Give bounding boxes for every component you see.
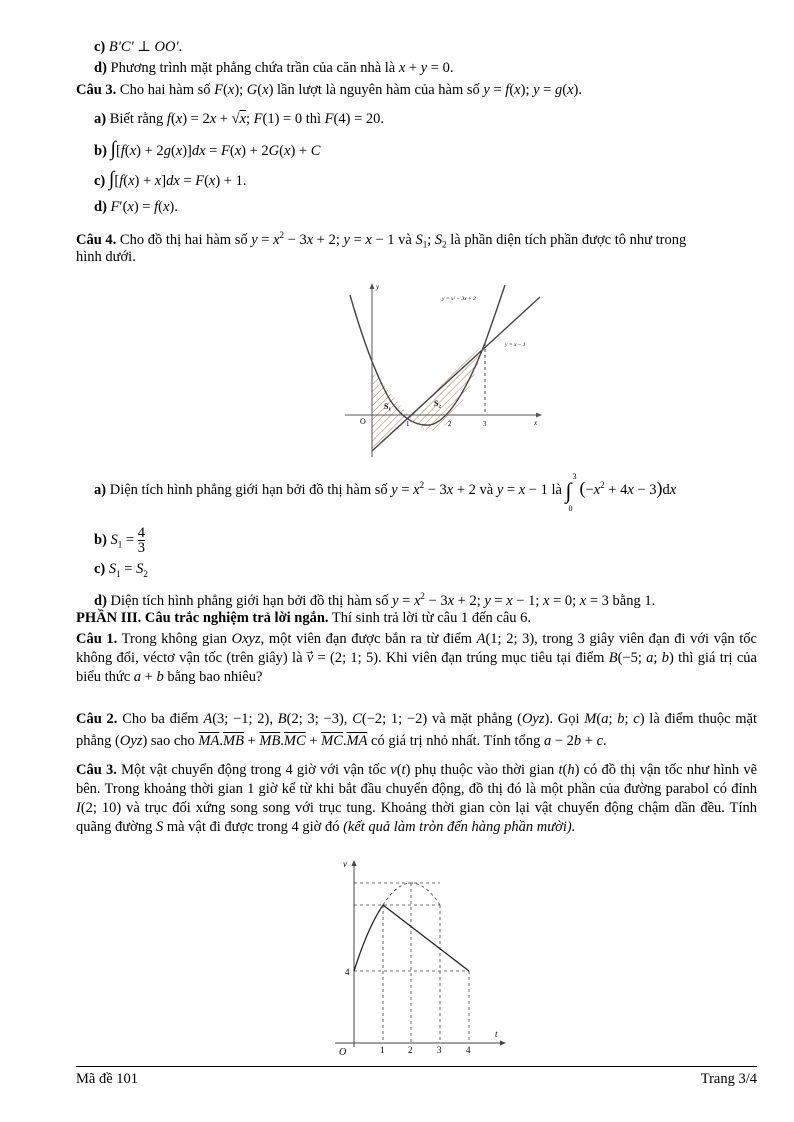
tick-2: 2 [448,420,452,428]
statement-3d: d) Phương trình mặt phẳng chứa trần của căn nhà là x + y = 0. [94,60,454,76]
tick-3: 3 [483,420,487,428]
page-footer [76,1066,757,1087]
origin-label: O [360,417,366,426]
question-3-header: Câu 3. Cho hai hàm số F(x); G(x) lần lượt là nguyên hàm của hàm số y = f(x); y = g(x). [76,82,582,98]
x-axis-label: x [534,419,538,427]
t-axis-label: t [495,1029,498,1039]
q4-option-a: a) Diện tích hình phẳng giới hạn bởi đồ thị hàm số $y = x^2 - 3x + 2$ và y = x − 1 là ∫ 3 0 $(-x^2 + 4x - 3)dx$ [94,471,677,513]
statement-3c: c) B'C' ⊥ OO'. [94,39,183,55]
question-4-header: Câu 4. Cho đồ thị hai hàm số $y = x^2 - 3x + 2$; y = x − 1 và $S_1$; $S_2$ là phần diện tích phần được tô như trong [76,230,687,250]
parabola-label: y = x² − 3x + 2 [442,296,476,302]
q4-option-b: b) $S_1$ = $\frac{4}{3}$ [94,525,145,556]
t-tick-3: 3 [437,1045,442,1055]
y-axis-label: y [376,283,380,291]
region-s2 [408,343,485,431]
velocity-parabola [354,905,383,971]
page-number: Trang 3/4 [700,1071,757,1087]
s1-label: S₁ [384,402,391,411]
figure-parabola-line [340,275,550,465]
exam-code: Mã đề 101 [76,1071,139,1087]
velocity-line [383,905,469,971]
q3-option-b: b) ∫[f(x) + 2g(x)]dx = F(x) + 2G(x) + C [94,138,321,160]
line-y-x-1 [372,297,540,451]
t-tick-4: 4 [466,1045,471,1055]
q4-option-d: d) Diện tích hình phẳng giới hạn bởi đồ thị hàm số $y = x^2 - 3x + 2$; y = x − 1; x = 0; x = 3 bằng 1. [94,591,656,609]
figure-velocity [325,855,510,1060]
s2-label: S₂ [434,399,441,408]
short-question-1: Câu 1. Trong không gian Oxyz, một viên đạn được bắn ra từ điểm A(1; 2; 3), trong 3 giây viên đạn đi với vận tốc không đổi, véctơ vận tốc (trên giây) là v⃗ = (2; 1; 5). Khi viên đạn trúng mục tiêu tại điểm B(−5; a; b) thì giá trị của biểu thức a + b bằng bao nhiêu? [76,631,757,685]
q3-option-a: a) Biết rằng f(x) = 2x + √x; F(1) = 0 thì F(4) = 20. [94,111,384,127]
t-tick-2: 2 [408,1045,413,1055]
q4-option-c: c) $S_1 = S_2$ [94,561,148,579]
part-3-header: PHẦN III. Câu trắc nghiệm trả lời ngắn. Thí sinh trả lời từ câu 1 đến câu 6. [76,610,532,626]
question-4-header-cont: hình dưới. [76,249,136,265]
v-tick-4: 4 [345,967,350,977]
t-tick-1: 1 [380,1045,385,1055]
tick-1: 1 [406,420,410,428]
short-question-2: Câu 2. Cho ba điểm A(3; −1; 2), B(2; 3; −3), C(−2; 1; −2) và mặt phẳng (Oyz). Gọi M(a; b; c) là điểm thuộc mặt phẳng (Oyz) sao cho $\overline{MA}.\overline{MB} + \overline{MB}.\overline{MC} + \overline{MC}.\overline{MA}$ có giá trị nhỏ nhất. Tính tổng a − 2b + c. [76,711,758,749]
short-question-3: Câu 3. Một vật chuyển động trong 4 giờ với vận tốc v(t) phụ thuộc vào thời gian t(h) có đồ thị vận tốc như hình vẽ bên. Trong khoảng thời gian 1 giờ kể từ khi bắt đầu chuyển động, đồ thị đó là một phần của đường parabol có đỉnh I(2; 10) và trục đối xứng song song với trục tung. Khoảng thời gian còn lại vật chuyển động chậm dần đều. Tính quãng đường S mà vật đi được trong 4 giờ đó (kết quả làm tròn đến hàng phần mười). [76,762,758,835]
q3-option-c: c) ∫[f(x) + x]dx = F(x) + 1. [94,168,247,190]
v-axis-label: v [343,859,347,869]
line-label: y = x − 1 [505,342,526,348]
q3-option-d: d) F′(x) = f(x). [94,199,178,215]
origin-label-2: O [339,1047,347,1058]
